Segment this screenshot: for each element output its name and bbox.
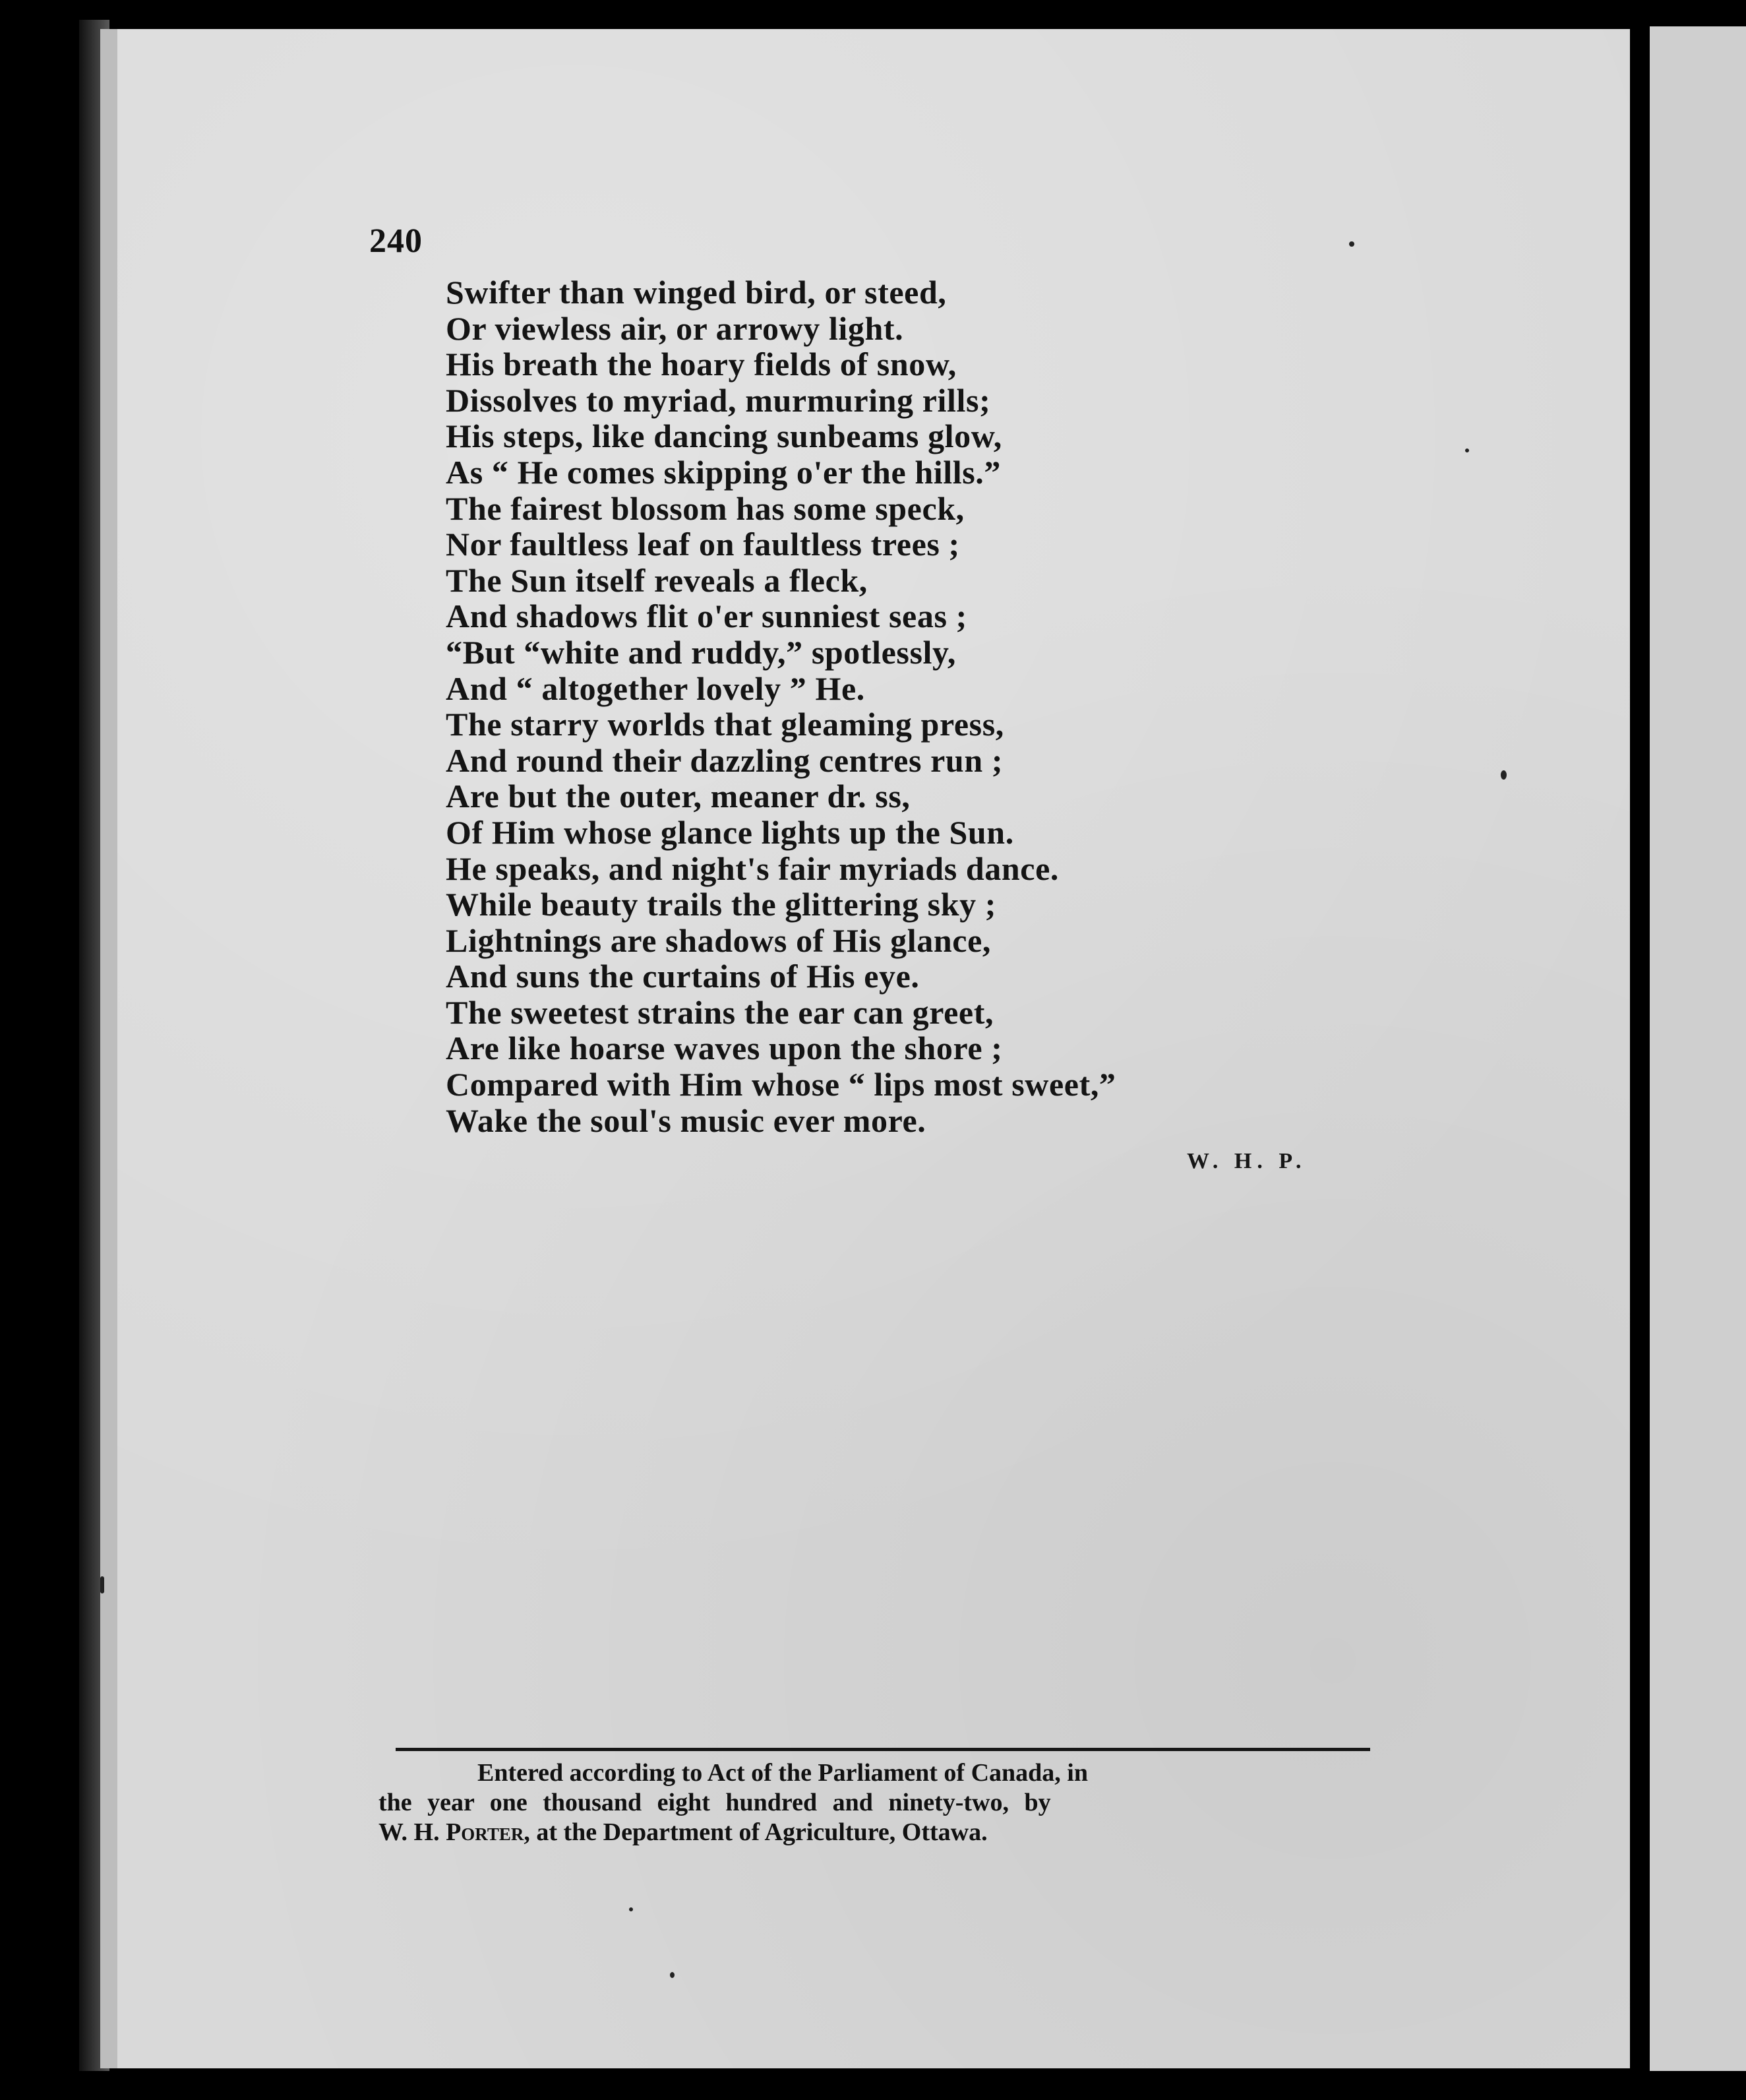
poem-line: Are but the outer, meaner dr. ss, (446, 778, 911, 815)
poem-line: Compared with Him whose “ lips most sweet,” (446, 1066, 1116, 1103)
copyright-line: the year one thousand eight hundred and ninety-two, by (378, 1789, 1051, 1816)
poem-line: The fairest blossom has some speck, (446, 489, 965, 527)
author-signature: W. H. P. (1187, 1149, 1307, 1173)
poem-line: Are like hoarse waves upon the shore ; (446, 1030, 1003, 1067)
poem-line: And “ altogether lovely ” He. (446, 669, 865, 707)
poem-line: Or viewless air, or arrowy light. (446, 309, 904, 347)
poem-line: Of Him whose glance lights up the Sun. (446, 813, 1014, 851)
poem-line: As “ He comes skipping o'er the hills.” (446, 453, 1001, 491)
poem-line: The starry worlds that gleaming press, (446, 706, 1004, 743)
poem-line: Swifter than winged bird, or steed, (446, 274, 947, 311)
scan-speck (1349, 241, 1354, 247)
scan-speck (670, 1972, 675, 1978)
facing-page-edge (1650, 26, 1746, 2071)
scan-speck (1465, 448, 1469, 452)
page-number: 240 (369, 222, 423, 260)
poem-line: And round their dazzling centres run ; (446, 741, 1004, 779)
poem-line: Nor faultless leaf on faultless trees ; (446, 526, 960, 563)
copyright-line-rest: at the Department of Agriculture, Ottawa. (529, 1818, 988, 1846)
scan-speck (1501, 770, 1507, 780)
book-gutter (1630, 0, 1650, 2100)
poem-line: And shadows flit o'er sunniest seas ; (446, 598, 967, 635)
footnote-rule (396, 1748, 1370, 1751)
poem-line: The Sun itself reveals a fleck, (446, 561, 868, 599)
poem-line: His breath the hoary fields of snow, (446, 346, 957, 383)
scan-speck (629, 1907, 633, 1911)
poem-line: Wake the soul's music ever more. (446, 1101, 926, 1139)
poem-line: Lightnings are shadows of His glance, (446, 921, 991, 959)
poem-line: The sweetest strains the ear can greet, (446, 993, 994, 1031)
poem-line: Dissolves to myriad, murmuring rills; (446, 381, 991, 419)
scan-speck (100, 1576, 104, 1593)
poem-line: While beauty trails the glittering sky ; (446, 886, 997, 923)
poem-line: He speaks, and night's fair myriads dance. (446, 849, 1059, 887)
copyright-author-name: W. H. Porter, (378, 1818, 530, 1846)
poem-line: His steps, like dancing sunbeams glow, (446, 417, 1002, 455)
poem-line: And suns the curtains of His eye. (446, 958, 920, 995)
copyright-notice (378, 1758, 1374, 1847)
poem (446, 274, 1342, 1138)
copyright-line (378, 1818, 1374, 1847)
copyright-line: Entered according to Act of the Parliament of Canada, in (477, 1759, 1088, 1787)
poem-line: “But “white and ruddy,” spotlessly, (446, 633, 956, 671)
